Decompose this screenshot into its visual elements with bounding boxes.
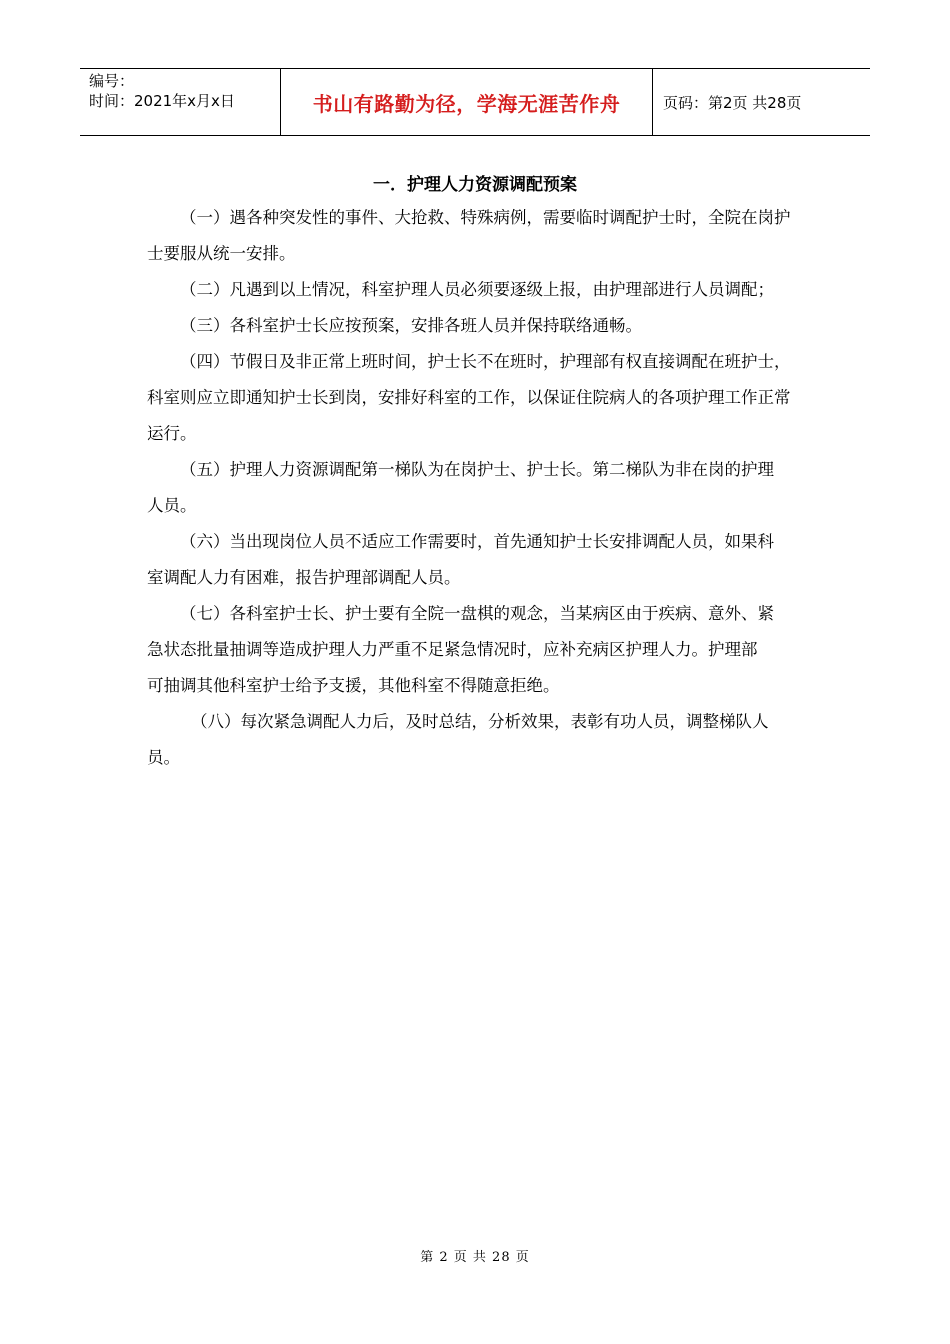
header-page-info: 页码：第2页 共28页 <box>663 93 802 112</box>
paragraph-1 <box>114 200 874 272</box>
paragraph-6 <box>114 524 874 596</box>
paragraph-line: （三）各科室护士长应按预案，安排各班人员并保持联络通畅。 <box>180 316 642 335</box>
section-title: 一．护理人力资源调配预案 <box>373 175 577 195</box>
paragraph-7 <box>114 596 874 704</box>
paragraph-line: （七）各科室护士长、护士要有全院一盘棋的观念，当某病区由于疾病、意外、紧 <box>180 604 774 623</box>
paragraph-line: 人员。 <box>147 496 197 515</box>
paragraph-line: （一）遇各种突发性的事件、大抢救、特殊病例，需要临时调配护士时，全院在岗护 <box>180 208 791 227</box>
paragraph-line: 士要服从统一安排。 <box>147 244 296 263</box>
paragraph-line: 科室则应立即通知护士长到岗，安排好科室的工作，以保证住院病人的各项护理工作正常 <box>147 388 791 407</box>
paragraph-line: （六）当出现岗位人员不适应工作需要时，首先通知护士长安排调配人员，如果科 <box>180 532 774 551</box>
paragraph-line: 室调配人力有困难，报告护理部调配人员。 <box>147 568 461 587</box>
paragraph-line: （八）每次紧急调配人力后，及时总结，分析效果，表彰有功人员，调整梯队人 <box>191 712 769 731</box>
document-header <box>80 68 870 136</box>
document-number-label: 编号： <box>89 72 135 90</box>
paragraph-2 <box>114 272 874 308</box>
paragraph-3 <box>114 308 874 344</box>
paragraph-4 <box>114 344 874 452</box>
page-footer: 第 2 页 共 28 页 <box>420 1250 530 1265</box>
header-meta <box>80 69 281 135</box>
document-date: 时间：2021年x月x日 <box>89 92 235 110</box>
paragraph-line: （五）护理人力资源调配第一梯队为在岗护士、护士长。第二梯队为非在岗的护理 <box>180 460 774 479</box>
paragraph-line: （四）节假日及非正常上班时间，护士长不在班时，护理部有权直接调配在班护士， <box>180 352 791 371</box>
paragraph-line: 运行。 <box>147 424 197 443</box>
document-body <box>114 200 874 776</box>
paragraph-line: （二）凡遇到以上情况，科室护理人员必须要逐级上报，由护理部进行人员调配； <box>180 280 774 299</box>
paragraph-8 <box>114 704 874 776</box>
paragraph-line: 可抽调其他科室护士给予支援，其他科室不得随意拒绝。 <box>147 676 560 695</box>
paragraph-5 <box>114 452 874 524</box>
paragraph-line: 员。 <box>147 748 180 767</box>
header-motto: 书山有路勤为径，学海无涯苦作舟 <box>281 69 653 135</box>
paragraph-line: 急状态批量抽调等造成护理人力严重不足紧急情况时，应补充病区护理人力。护理部 <box>147 640 758 659</box>
